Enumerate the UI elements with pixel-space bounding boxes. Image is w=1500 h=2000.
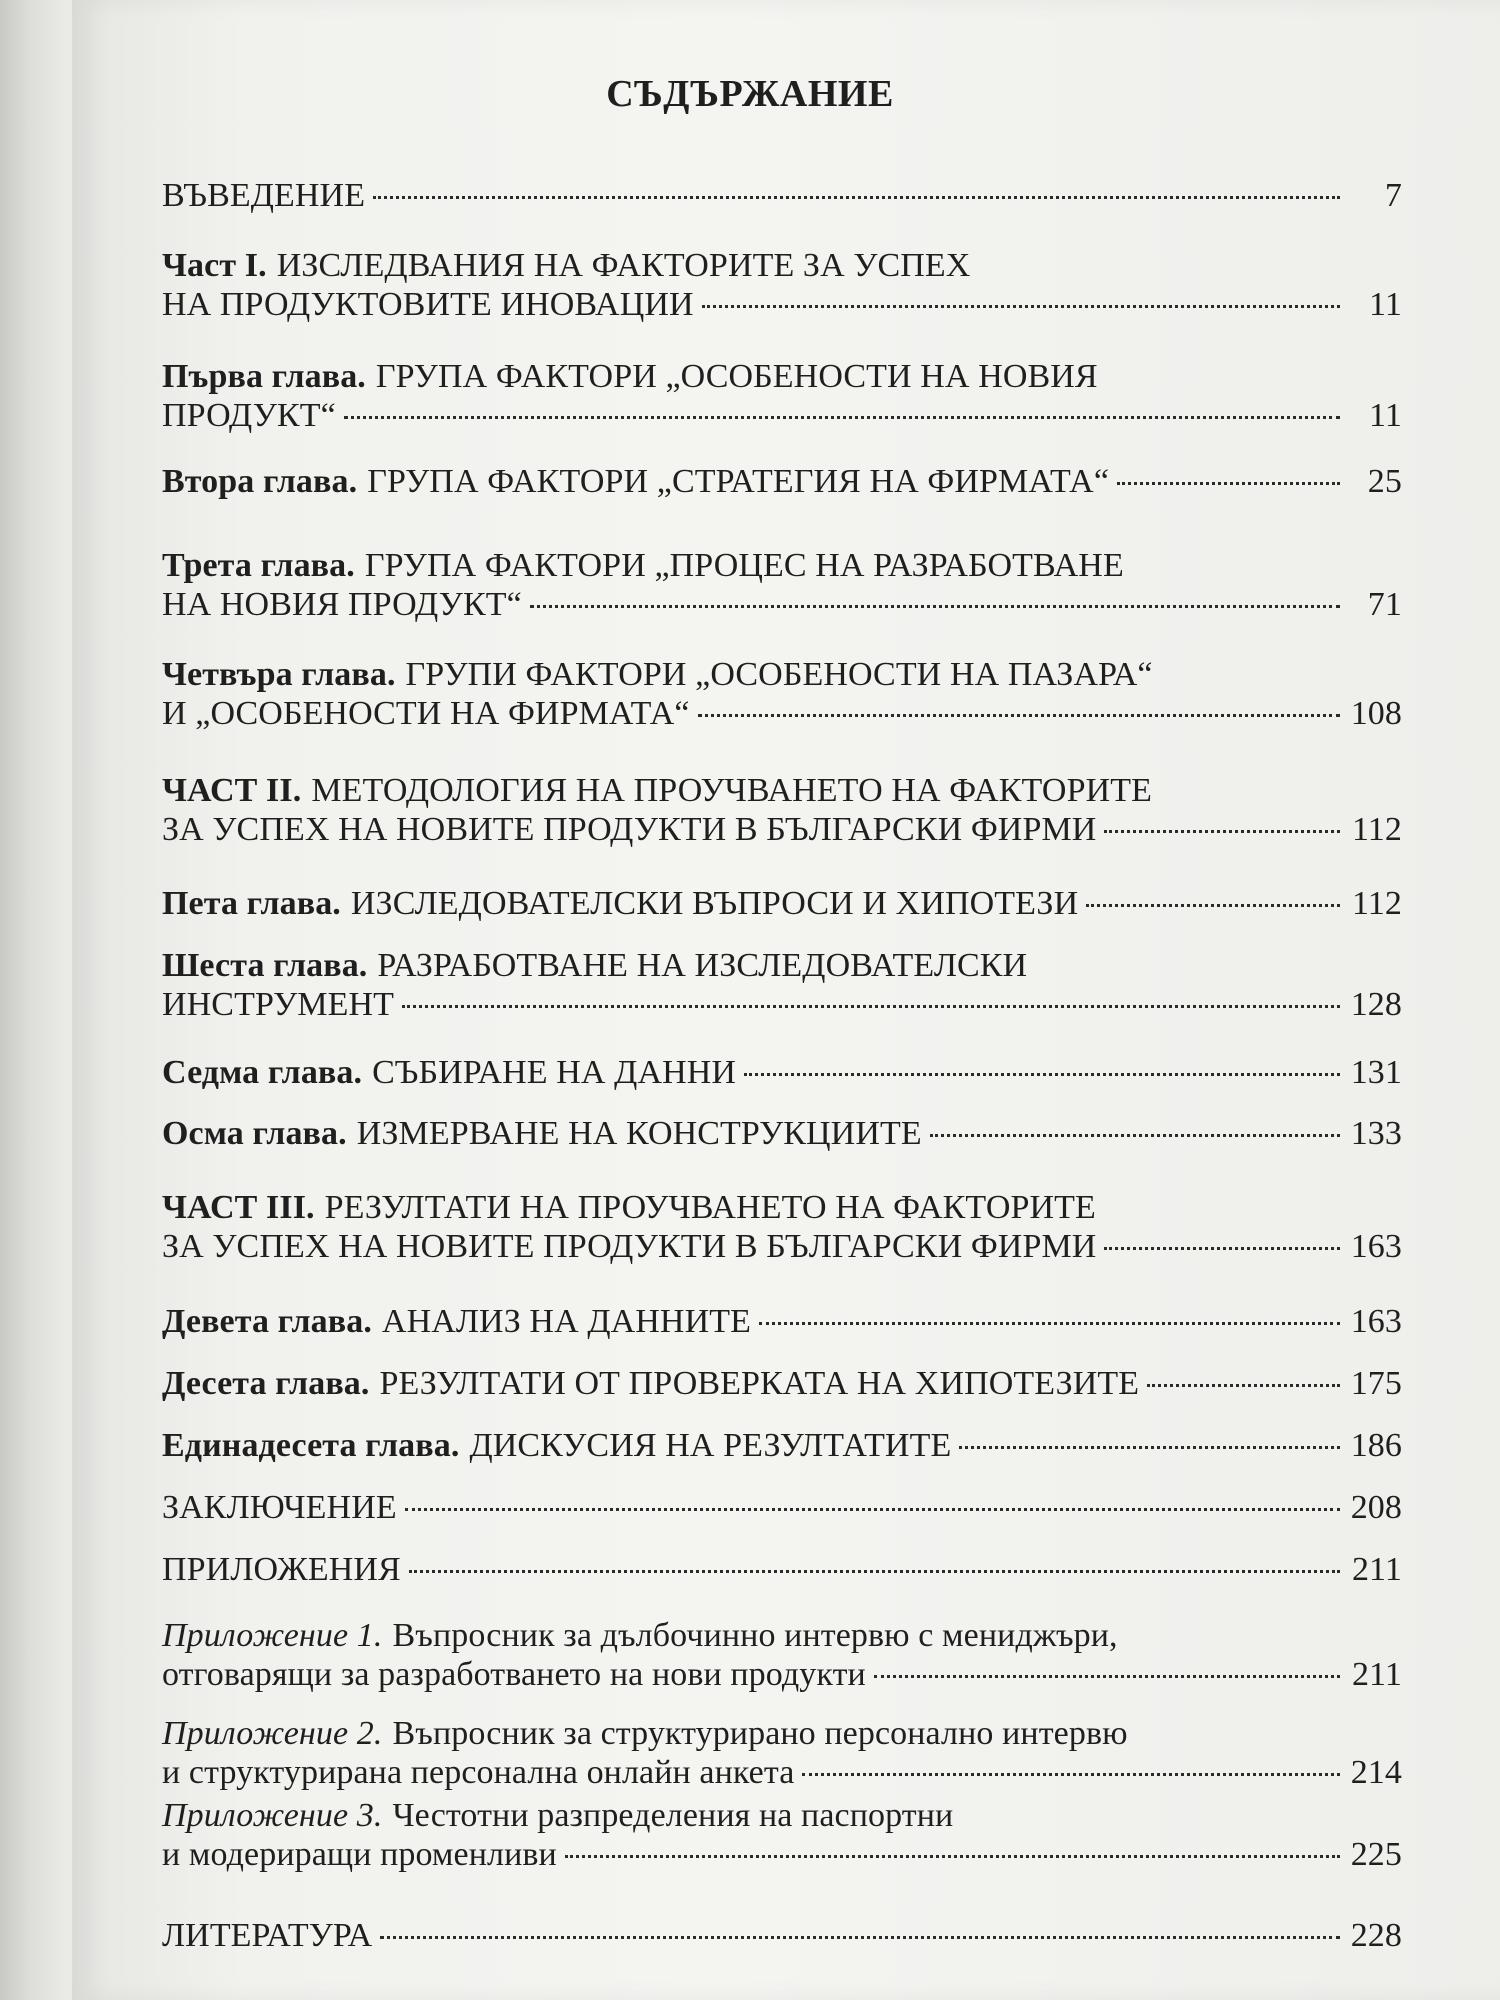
dot-leader: [930, 1134, 1340, 1137]
entry-title-line-2: и структурирана персонална онлайн анкета: [162, 1754, 795, 1792]
toc-line-1: [162, 246, 1402, 285]
dot-leader: [759, 1322, 1340, 1325]
toc-entry-chapter-6: [162, 946, 1402, 1025]
toc-line-1: [162, 1714, 1402, 1753]
entry-title-line-2: ПРОДУКТ“: [162, 397, 336, 435]
dot-leader: [344, 416, 1340, 419]
toc-line: [162, 176, 1402, 215]
entry-label: Приложение 3.: [162, 1797, 383, 1834]
entry-label: Седма глава.: [162, 1054, 363, 1091]
entry-title: ПРИЛОЖЕНИЯ: [162, 1551, 401, 1588]
entry-label: Втора глава.: [162, 463, 358, 500]
toc-line: [162, 884, 1402, 923]
entry-label: Приложение 1.: [162, 1617, 383, 1654]
page-number: 214: [1350, 1754, 1402, 1792]
toc-line: [162, 1426, 1402, 1465]
toc-entry-conclusion: [162, 1488, 1402, 1527]
entry-label: ЧАСТ II.: [162, 772, 302, 809]
toc-line-2: [162, 1655, 1402, 1694]
entry-title-line-2: и модериращи променливи: [162, 1836, 557, 1874]
dot-leader: [802, 1773, 1340, 1776]
toc-entry-chapter-8: [162, 1114, 1402, 1153]
entry-title-line-2: ИНСТРУМЕНТ: [162, 986, 395, 1024]
page-number: 128: [1350, 986, 1402, 1024]
toc-line: [162, 1488, 1402, 1527]
dot-leader: [1147, 1384, 1340, 1387]
toc-line-2: [162, 1753, 1402, 1792]
entry-label: Първа глава.: [162, 358, 366, 395]
entry-title-line-2: ЗА УСПЕХ НА НОВИТЕ ПРОДУКТИ В БЪЛГАРСКИ ФИРМИ: [162, 811, 1097, 849]
toc-entry-intro: [162, 176, 1402, 215]
page-number: 225: [1350, 1836, 1402, 1874]
dot-leader: [702, 305, 1340, 308]
toc-entry-appendix-1: [162, 1616, 1402, 1695]
entry-title-line-1: ГРУПИ ФАКТОРИ „ОСОБЕНОСТИ НА ПАЗАРА“: [405, 656, 1153, 693]
toc-line-1: [162, 1796, 1402, 1835]
entry-title-line-1: Честотни разпределения на паспортни: [392, 1797, 954, 1834]
entry-label: Четвъра глава.: [162, 656, 396, 693]
page-number: 163: [1350, 1228, 1402, 1266]
dot-leader: [565, 1855, 1340, 1858]
page-number: 25: [1367, 463, 1402, 500]
toc-entry-literature: [162, 1916, 1402, 1955]
entry-title-line-1: РАЗРАБОТВАНЕ НА ИЗСЛЕДОВАТЕЛСКИ: [377, 947, 1028, 984]
dot-leader: [530, 605, 1340, 608]
entry-label: Част I.: [162, 247, 267, 284]
page-number: 211: [1351, 1656, 1402, 1694]
toc-line-1: [162, 546, 1402, 585]
dot-leader: [1117, 482, 1340, 485]
toc-entry-chapter-10: [162, 1364, 1402, 1403]
entry-title-line-1: Въпросник за дълбочинно интервю с мениджъри,: [392, 1617, 1118, 1654]
page-number: 228: [1350, 1917, 1402, 1954]
entry-label: Единадесета глава.: [162, 1427, 460, 1464]
entry-title-line-1: РЕЗУЛТАТИ НА ПРОУЧВАНЕТО НА ФАКТОРИТЕ: [324, 1189, 1096, 1226]
entry-title: ЛИТЕРАТУРА: [162, 1917, 373, 1954]
page-number: 112: [1351, 811, 1402, 849]
page-number: 11: [1369, 286, 1402, 324]
page-number: 131: [1350, 1054, 1402, 1091]
entry-label: Десета глава.: [162, 1365, 370, 1402]
entry-title: СЪБИРАНЕ НА ДАННИ: [372, 1054, 737, 1091]
dot-leader: [874, 1675, 1340, 1678]
dot-leader: [744, 1073, 1340, 1076]
entry-label: Девета глава.: [162, 1303, 372, 1340]
entry-label: Трета глава.: [162, 547, 355, 584]
entry-title-line-2: ЗА УСПЕХ НА НОВИТЕ ПРОДУКТИ В БЪЛГАРСКИ ФИРМИ: [162, 1228, 1097, 1266]
toc-entry-chapter-7: [162, 1053, 1402, 1092]
toc-entry-chapter-11: [162, 1426, 1402, 1465]
toc-entry-chapter-9: [162, 1302, 1402, 1341]
entry-label: Приложение 2.: [162, 1715, 383, 1752]
toc-entry-appendix-2: [162, 1714, 1402, 1793]
toc-line-1: [162, 1188, 1402, 1227]
page-number: 163: [1350, 1303, 1402, 1340]
toc-entry-part-3: [162, 1188, 1402, 1267]
toc-entry-appendices: [162, 1550, 1402, 1589]
entry-title: АНАЛИЗ НА ДАННИТЕ: [381, 1303, 751, 1340]
page-number: 108: [1350, 695, 1402, 733]
entry-title-line-2: отговарящи за разработването на нови продукти: [162, 1656, 866, 1694]
dot-leader: [402, 1005, 1340, 1008]
toc-line: [162, 1916, 1402, 1955]
entry-label: ЧАСТ III.: [162, 1189, 315, 1226]
toc-entry-appendix-3: [162, 1796, 1402, 1875]
toc-entry-chapter-5: [162, 884, 1402, 923]
toc-line: [162, 1364, 1402, 1403]
toc-line-2: [162, 810, 1402, 849]
entry-title-line-2: И „ОСОБЕНОСТИ НА ФИРМАТА“: [162, 695, 690, 733]
toc-line-1: [162, 1616, 1402, 1655]
toc-line-2: [162, 1835, 1402, 1874]
dot-leader: [409, 1570, 1340, 1573]
dot-leader: [1104, 830, 1340, 833]
toc-line: [162, 1114, 1402, 1153]
toc-line-2: [162, 985, 1402, 1024]
dot-leader: [380, 1936, 1340, 1939]
entry-title-line-2: НА НОВИЯ ПРОДУКТ“: [162, 586, 522, 624]
toc-line: [162, 462, 1402, 501]
page-number: 112: [1351, 885, 1402, 922]
entry-title-line-1: ГРУПА ФАКТОРИ „ПРОЦЕС НА РАЗРАБОТВАНЕ: [364, 547, 1124, 584]
toc-line-1: [162, 357, 1402, 396]
toc-line-1: [162, 946, 1402, 985]
page-number: 208: [1350, 1489, 1402, 1526]
entry-label: Осма глава.: [162, 1115, 347, 1152]
entry-label: Шеста глава.: [162, 947, 368, 984]
page-number: 175: [1350, 1365, 1402, 1402]
toc-line-2: [162, 396, 1402, 435]
toc-line: [162, 1053, 1402, 1092]
dot-leader: [959, 1446, 1340, 1449]
entry-title-line-2: НА ПРОДУКТОВИТЕ ИНОВАЦИИ: [162, 286, 694, 324]
toc-line-1: [162, 771, 1402, 810]
toc-entry-chapter-1: [162, 357, 1402, 436]
toc-entry-part-2: [162, 771, 1402, 850]
entry-title: РЕЗУЛТАТИ ОТ ПРОВЕРКАТА НА ХИПОТЕЗИТЕ: [379, 1365, 1140, 1402]
page-number: 186: [1350, 1427, 1402, 1464]
entry-title: ИЗСЛЕДОВАТЕЛСКИ ВЪПРОСИ И ХИПОТЕЗИ: [350, 885, 1079, 922]
toc-line-2: [162, 285, 1402, 324]
entry-title: ДИСКУСИЯ НА РЕЗУЛТАТИТЕ: [469, 1427, 952, 1464]
toc-line-2: [162, 585, 1402, 624]
dot-leader: [405, 1508, 1340, 1511]
toc-line-2: [162, 694, 1402, 733]
entry-title: ЗАКЛЮЧЕНИЕ: [162, 1489, 397, 1526]
dot-leader: [373, 196, 1340, 199]
page-title: СЪДЪРЖАНИЕ: [606, 73, 894, 115]
entry-title-line-1: Въпросник за структурирано персонално интервю: [392, 1715, 1128, 1752]
page-number: 11: [1369, 397, 1402, 435]
toc-line: [162, 1302, 1402, 1341]
toc-line-2: [162, 1227, 1402, 1266]
toc-entry-chapter-2: [162, 462, 1402, 501]
toc-entry-chapter-3: [162, 546, 1402, 625]
entry-title: ВЪВЕДЕНИЕ: [162, 177, 366, 214]
page-number: 71: [1367, 586, 1402, 624]
entry-title: ИЗМЕРВАНЕ НА КОНСТРУКЦИИТЕ: [356, 1115, 922, 1152]
toc-entry-part-1: [162, 246, 1402, 325]
entry-title: ГРУПА ФАКТОРИ „СТРАТЕГИЯ НА ФИРМАТА“: [367, 463, 1110, 500]
toc-entry-chapter-4: [162, 655, 1402, 734]
page-number: 7: [1384, 177, 1402, 214]
page-number: 211: [1351, 1551, 1402, 1588]
toc-line-1: [162, 655, 1402, 694]
dot-leader: [698, 714, 1340, 717]
entry-title-line-1: ИЗСЛЕДВАНИЯ НА ФАКТОРИТЕ ЗА УСПЕХ: [276, 247, 971, 284]
entry-title-line-1: ГРУПА ФАКТОРИ „ОСОБЕНОСТИ НА НОВИЯ: [375, 358, 1098, 395]
toc-line: [162, 1550, 1402, 1589]
page-number: 133: [1350, 1115, 1402, 1152]
entry-label: Пета глава.: [162, 885, 341, 922]
dot-leader: [1104, 1247, 1340, 1250]
dot-leader: [1086, 904, 1340, 907]
entry-title-line-1: МЕТОДОЛОГИЯ НА ПРОУЧВАНЕТО НА ФАКТОРИТЕ: [311, 772, 1152, 809]
